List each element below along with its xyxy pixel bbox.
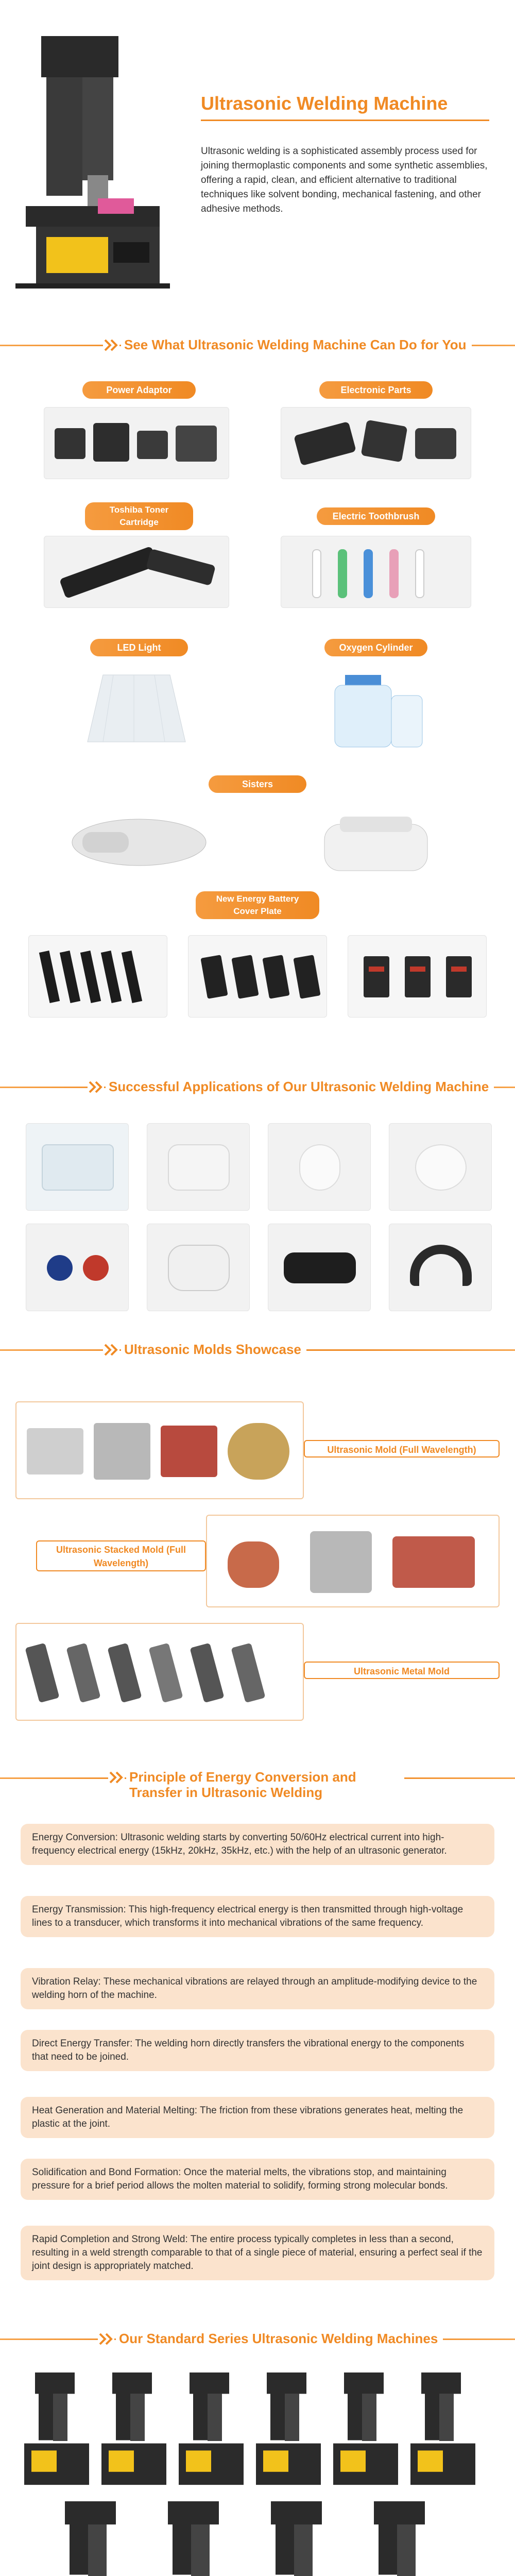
- application-image: [147, 1224, 250, 1311]
- product-image-sisters: [288, 804, 464, 881]
- principle-step: Energy Conversion: Ultrasonic welding starts by converting 50/60Hz electrical current into high-frequency electrical energy (15kHz, 20kHz, 35kHz, etc.) with the help of an ultrasonic generator.: [21, 1824, 494, 1865]
- mold-label: Ultrasonic Metal Mold: [304, 1662, 500, 1679]
- standard-machine-image: [252, 2499, 345, 2576]
- application-image: [268, 1123, 371, 1211]
- product-image-power-adaptor: [44, 407, 229, 479]
- product-image-battery-cover: [188, 935, 327, 1018]
- standard-machine-image: [175, 2370, 247, 2488]
- standard-machine-image: [252, 2370, 324, 2488]
- mold-label: Ultrasonic Mold (Full Wavelength): [304, 1440, 500, 1458]
- section-title: Principle of Energy Conversion and Transfer in Ultrasonic Welding: [126, 1769, 404, 1800]
- product-image-sisters: [52, 801, 227, 878]
- standard-machine-image: [149, 2499, 242, 2576]
- section-header: [0, 1077, 515, 1097]
- hero-machine-image: [15, 21, 185, 299]
- hero-title: Ultrasonic Welding Machine: [201, 93, 448, 114]
- standard-machine-image: [21, 2370, 93, 2488]
- chevron-right-icon: [108, 1770, 125, 1785]
- section-header: [0, 335, 515, 355]
- application-image: [147, 1123, 250, 1211]
- principle-step: Vibration Relay: These mechanical vibrations are relayed through an amplitude-modifying device to the welding horn of the machine.: [21, 1968, 494, 2009]
- section-header: [0, 1767, 515, 1803]
- hero-rule: [201, 120, 489, 121]
- application-label: Power Adaptor: [82, 381, 196, 399]
- hero-description: Ultrasonic welding is a sophisticated assembly process used for joining thermoplastic components and some synthetic assemblies, offering a rapid, clean, and efficient alternative to traditional techniques like solvent bonding, mechanical fastening, and other adhesive methods.: [201, 146, 488, 214]
- mold-image: [15, 1401, 304, 1499]
- standard-machine-image: [407, 2370, 479, 2488]
- application-label: LED Light: [90, 639, 188, 656]
- chevron-right-icon: [103, 338, 119, 352]
- principle-step: Rapid Completion and Strong Weld: The entire process typically completes in less than a second, resulting in a weld strength comparable to that of a single piece of material, ensuring a perfect seal if the joint design is appropriately matched.: [21, 2226, 494, 2280]
- product-image-oxygen-cylinder: [294, 665, 464, 752]
- application-image: [268, 1224, 371, 1311]
- product-image-led-light: [52, 665, 221, 752]
- application-label: Oxygen Cylinder: [324, 639, 427, 656]
- product-image-electric-toothbrush: [281, 536, 471, 608]
- principle-step: Heat Generation and Material Melting: The friction from these vibrations generates heat, melting the plastic at the joint.: [21, 2097, 494, 2138]
- application-image: [26, 1123, 129, 1211]
- standard-machine-image: [330, 2370, 402, 2488]
- section-title: Our Standard Series Ultrasonic Welding Machines: [116, 2331, 443, 2346]
- principle-step: Solidification and Bond Formation: Once the material melts, the vibrations stop, and maintaining pressure for a brief period allows the molten material to solidify, forming strong molecular bonds.: [21, 2159, 494, 2200]
- principle-step: Energy Transmission: This high-frequency electrical energy is then transmitted through high-voltage lines to a transducer, which transforms it into mechanical vibrations of the same frequency.: [21, 1896, 494, 1937]
- principle-step: Direct Energy Transfer: The welding horn directly transfers the vibrational energy to the components that need to be joined.: [21, 2030, 494, 2071]
- product-image-toner-cartridge: [44, 536, 229, 608]
- section-header: [0, 2329, 515, 2349]
- mold-image: [206, 1515, 500, 1607]
- standard-machine-image: [46, 2499, 139, 2576]
- section-title: Successful Applications of Our Ultrasonic Welding Machine: [106, 1079, 494, 1094]
- application-label: Electronic Parts: [319, 381, 433, 399]
- mold-image: [15, 1623, 304, 1721]
- mold-label: Ultrasonic Stacked Mold (Full Wavelength): [36, 1540, 206, 1571]
- section-header: [0, 1340, 515, 1360]
- application-image: [26, 1224, 129, 1311]
- application-label: Sisters: [209, 775, 306, 793]
- product-image-battery-cover: [28, 935, 167, 1018]
- chevron-right-icon: [103, 1343, 119, 1357]
- chevron-right-icon: [88, 1080, 104, 1094]
- application-image: [389, 1123, 492, 1211]
- application-label: Toshiba Toner Cartridge: [85, 502, 193, 530]
- chevron-right-icon: [98, 2332, 114, 2346]
- application-label: Electric Toothbrush: [317, 507, 435, 525]
- section-title: Ultrasonic Molds Showcase: [121, 1342, 306, 1357]
- application-image: [389, 1224, 492, 1311]
- product-image-battery-cover: [348, 935, 487, 1018]
- application-label: New Energy Battery Cover Plate: [196, 891, 319, 919]
- section-title: See What Ultrasonic Welding Machine Can Do for You: [121, 337, 472, 352]
- standard-machine-image: [98, 2370, 170, 2488]
- product-image-electronic-parts: [281, 407, 471, 479]
- standard-machine-image: [355, 2499, 448, 2576]
